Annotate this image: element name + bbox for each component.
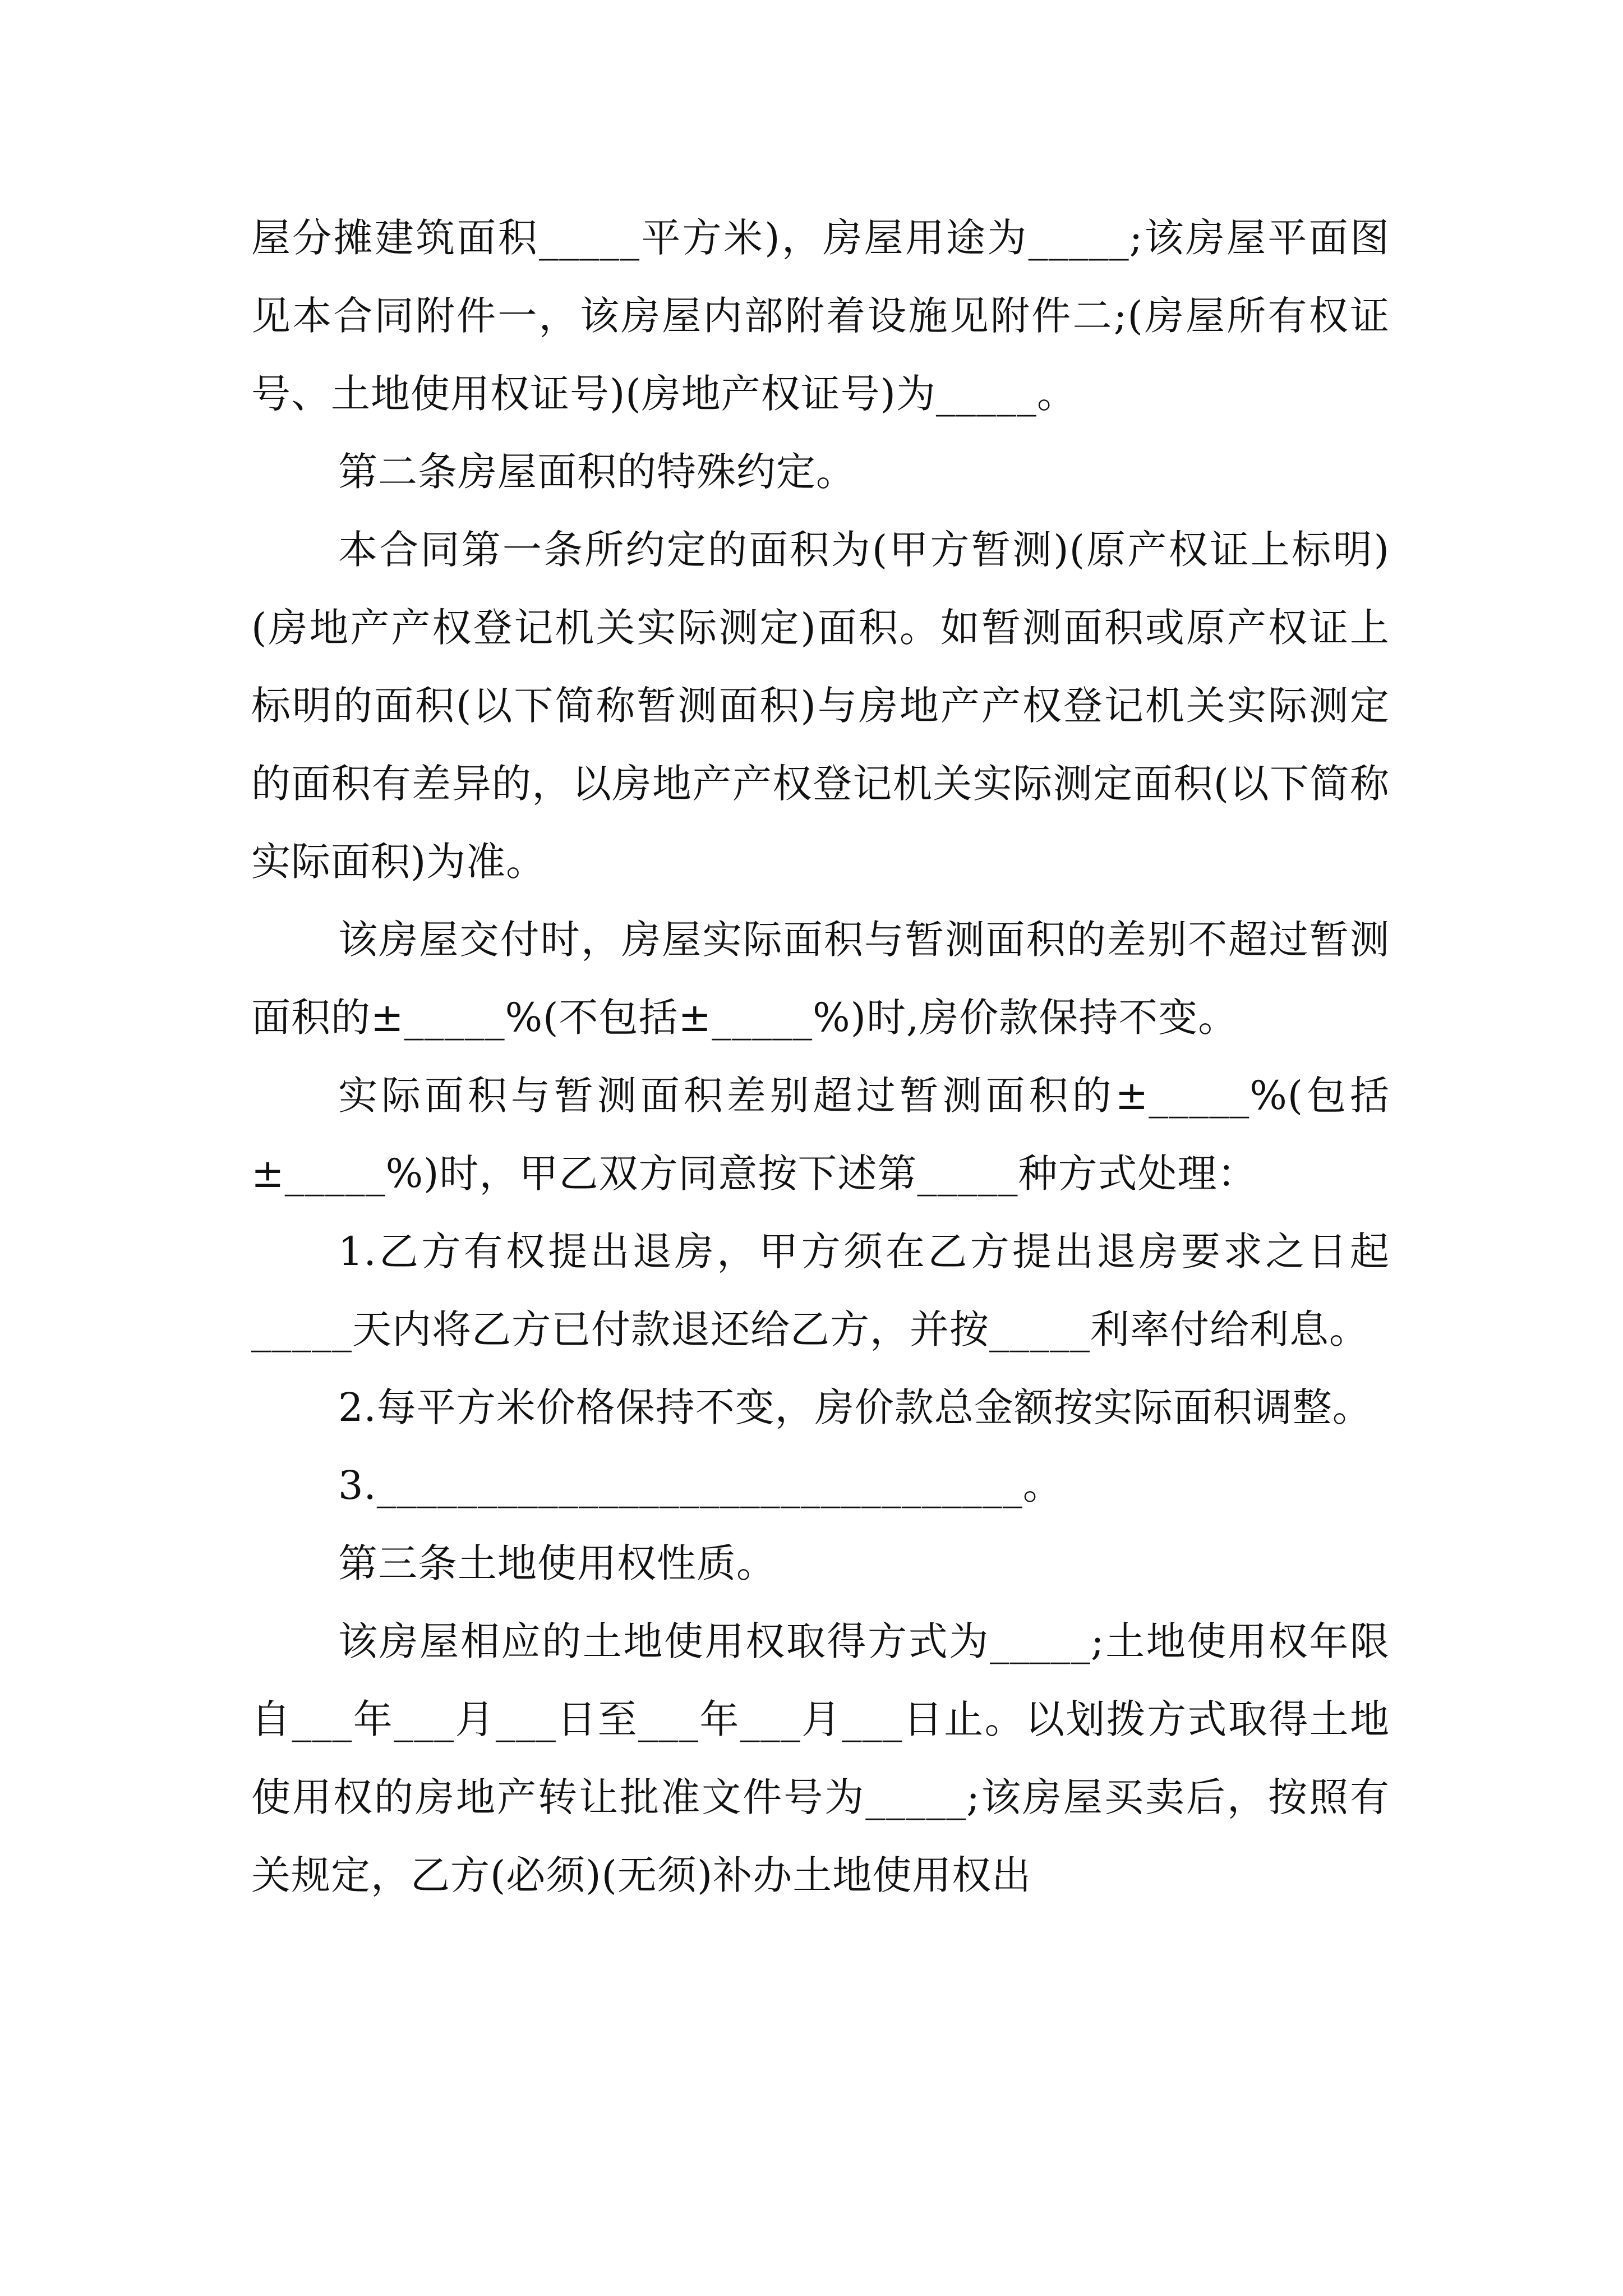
paragraph-area-measurement: 本合同第一条所约定的面积为(甲方暂测)(原产权证上标明)(房地产产权登记机关实际测定)面积。如暂测面积或原产权证上标明的面积(以下简称暂测面积)与房地产产权登记机关实际测定的面积有差异的，以房地产产权登记机关实际测定面积(以下简称实际面积)为准。 bbox=[251, 527, 1390, 885]
option-3-blank: 3.________________________________。 bbox=[338, 1462, 1063, 1508]
paragraph-area-details: 屋分摊建筑面积_____平方米)，房屋用途为_____;该房屋平面图见本合同附件一，该房屋内部附着设施见附件二;(房屋所有权证号、土地使用权证号)(房地产权证号)为_____。 bbox=[251, 215, 1390, 417]
article-2-heading: 第二条房屋面积的特殊约定。 bbox=[338, 449, 856, 495]
paragraph-land-use-right: 该房屋相应的土地使用权取得方式为_____;土地使用权年限自___年___月___日至___年___月___日止。以划拨方式取得土地使用权的房地产转让批准文件号为_____;该房屋买卖后，按照有关规定，乙方(必须)(无须)补办土地使用权出 bbox=[251, 1618, 1390, 1898]
option-1-refund: 1.乙方有权提出退房，甲方须在乙方提出退房要求之日起_____天内将乙方已付款退还给乙方，并按_____利率付给利息。 bbox=[251, 1228, 1390, 1352]
paragraph-area-exceed: 实际面积与暂测面积差别超过暂测面积的±_____%(包括±_____%)时，甲乙双方同意按下述第_____种方式处理： bbox=[251, 1073, 1390, 1197]
document-body bbox=[251, 199, 1390, 1915]
article-3-heading: 第三条土地使用权性质。 bbox=[338, 1540, 776, 1586]
paragraph-area-tolerance: 该房屋交付时，房屋实际面积与暂测面积的差别不超过暂测面积的±_____%(不包括±_____%)时,房价款保持不变。 bbox=[251, 917, 1390, 1041]
option-2-adjust: 2.每平方米价格保持不变，房价款总金额按实际面积调整。 bbox=[338, 1384, 1372, 1430]
